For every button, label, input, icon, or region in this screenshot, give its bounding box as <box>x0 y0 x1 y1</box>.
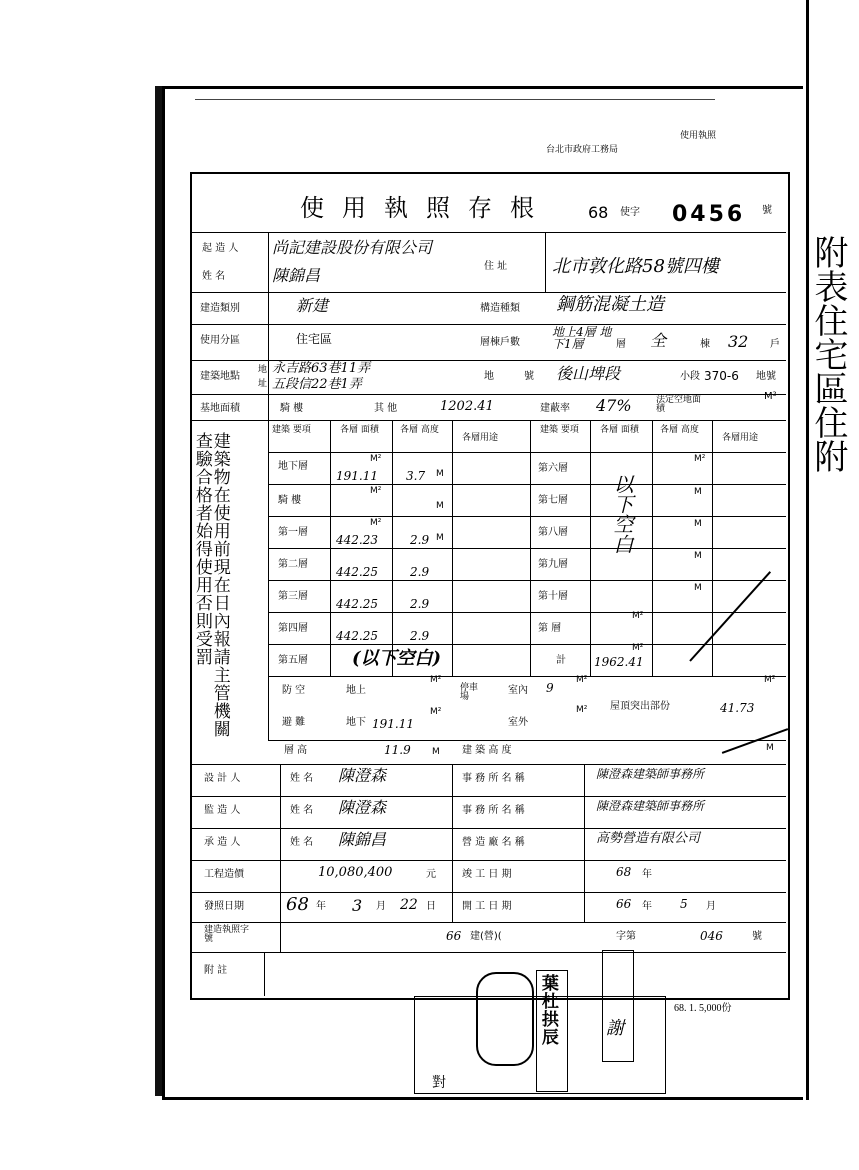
floor-left-6: 第五層 <box>278 655 308 666</box>
land-no: 370-6 <box>704 369 739 383</box>
label-permit-suffix: 字第 <box>616 931 636 942</box>
unit-m2: M² <box>764 391 777 402</box>
row-line <box>268 740 786 741</box>
col-line <box>392 420 393 676</box>
households-value: 32 <box>728 332 749 351</box>
row-line <box>190 420 786 421</box>
label-storey-height: 層 高 <box>284 745 308 756</box>
row-line <box>190 292 786 293</box>
builder-company: 尚記建設股份有限公司 <box>272 238 433 257</box>
label-year: 年 <box>642 869 652 880</box>
label-start-date: 開 工 日 期 <box>462 901 512 912</box>
parking-indoor: 9 <box>546 681 554 695</box>
unit-m2: M² <box>694 454 706 464</box>
builder-person: 陳錦昌 <box>272 266 321 285</box>
form-title: 使用執照存根 <box>300 194 552 222</box>
hdr-4: 建築 要項 <box>540 425 579 435</box>
col-line <box>268 292 269 420</box>
label-builder-top: 起 造 人 <box>202 243 239 254</box>
permit-number: 0456 <box>672 202 746 227</box>
unit-m: M <box>694 519 702 529</box>
site-line1: 永吉路63巷11弄 <box>272 361 371 376</box>
round-stamp <box>476 972 534 1066</box>
row-line <box>190 952 786 953</box>
side-note: 建築物在使用前現在日內報請主管機關查驗合格者始得使用否則受罰 <box>191 432 230 738</box>
label-month: 月 <box>376 901 386 912</box>
hdr-2: 各層 高度 <box>400 425 439 435</box>
unit-m: M <box>766 743 774 753</box>
issue-day: 22 <box>400 897 418 913</box>
hdr-0: 建築 要項 <box>272 425 311 435</box>
label-land-no-b: 號 <box>524 371 534 382</box>
label-cost: 工程造價 <box>204 869 244 880</box>
permit-year: 68 <box>588 203 609 222</box>
hdr-3: 各層用途 <box>462 433 499 443</box>
permit-char-value: 建(營)( <box>470 931 502 942</box>
col-line <box>452 764 453 922</box>
floor-left-5: 第四層 <box>278 623 308 634</box>
unit-m2: M² <box>370 518 382 528</box>
row-line <box>268 548 786 549</box>
label-base-area: 基地面積 <box>200 403 240 414</box>
permit-char: 使字 <box>620 207 640 218</box>
stamp-seal-char: 對 <box>432 1075 446 1091</box>
label-name: 姓 名 <box>290 837 314 848</box>
label-designer: 設 計 人 <box>204 773 241 784</box>
unit-m2: M² <box>430 675 442 685</box>
col-line <box>584 764 585 922</box>
f1-area: 442.23 <box>336 533 378 547</box>
row-line <box>268 612 786 613</box>
label-building-height: 建 築 高 度 <box>462 745 512 756</box>
unit-m2: M² <box>576 675 588 685</box>
floor-right-4: 第十層 <box>538 591 568 602</box>
scan-edge-right <box>806 0 809 1100</box>
basement-area: 191.11 <box>336 469 378 483</box>
start-month: 5 <box>680 897 688 911</box>
floor-left-1: 騎 樓 <box>278 495 302 506</box>
floor-right-2: 第八層 <box>538 527 568 538</box>
row-line <box>268 484 786 485</box>
row-line <box>268 644 786 645</box>
f5-note: (以下空白) <box>352 648 442 669</box>
f2-area: 442.25 <box>336 565 378 579</box>
col-line <box>268 232 269 292</box>
floors-full: 全 <box>650 331 667 350</box>
label-name: 姓 名 <box>290 773 314 784</box>
contractor-firm: 高勢營造有限公司 <box>596 831 701 846</box>
floor-left-0: 地下層 <box>278 461 308 472</box>
f2-height: 2.9 <box>410 565 430 579</box>
permit-no-value: 046 <box>700 929 723 943</box>
label-month: 月 <box>706 901 716 912</box>
unit-m: M <box>436 469 444 479</box>
side-char-0: 附 <box>807 235 848 269</box>
structure-value: 鋼筋混凝土造 <box>556 294 664 315</box>
side-char-6: 附 <box>807 439 848 473</box>
label-air-raid-above: 地上 <box>346 685 366 696</box>
label-contractor: 承 造 人 <box>204 837 241 848</box>
label-issue-date: 發照日期 <box>204 901 244 912</box>
label-use-zone: 使用分區 <box>200 335 240 346</box>
address-value: 北市敦化路58號四樓 <box>552 256 719 277</box>
start-year: 66 <box>616 897 632 911</box>
label-structure: 構造種類 <box>480 303 520 314</box>
floor-right-5: 第 層 <box>538 623 562 634</box>
row-line <box>268 452 786 453</box>
col-line <box>280 764 281 952</box>
contractor-name: 陳錦昌 <box>338 830 387 849</box>
label-address: 住 址 <box>484 261 508 272</box>
row-line <box>268 516 786 517</box>
unit-m: M <box>694 487 702 497</box>
label-completion: 竣 工 日 期 <box>462 869 512 880</box>
storey-height-value: 11.9 <box>384 743 411 757</box>
shelter-below-value: 191.11 <box>372 717 414 731</box>
label-year: 年 <box>316 901 326 912</box>
label-permit-suffix-hao: 號 <box>752 931 762 942</box>
col-line <box>452 420 453 676</box>
label-air-raid: 防 空 <box>282 685 306 696</box>
col-line <box>652 420 653 676</box>
seal-name: 謝 <box>606 1018 624 1039</box>
designer-name: 陳澄森 <box>338 766 387 785</box>
label-builder-bottom: 姓 名 <box>202 271 226 282</box>
total-area: 1962.41 <box>594 655 644 669</box>
unit-m2: M² <box>632 643 644 653</box>
household-unit: 戶 <box>770 339 780 350</box>
issue-year: 68 <box>286 894 309 915</box>
side-char-5: 住 <box>807 405 848 439</box>
unit-m2: M² <box>764 675 776 685</box>
label-permit-no: 建造執照字號 <box>204 925 250 944</box>
label-yuan: 元 <box>426 869 436 880</box>
print-info: 68. 1. 5,000份 <box>674 1003 732 1014</box>
permit-year-value: 66 <box>446 929 462 943</box>
permit-suffix: 號 <box>762 205 772 216</box>
completion-year: 68 <box>616 865 632 879</box>
land-no-suffix: 地號 <box>756 371 776 382</box>
floor-right-3: 第九層 <box>538 559 568 570</box>
label-land-no-a: 地 <box>484 371 494 382</box>
header-stamp-1: 台北市政府工務局 <box>546 145 619 155</box>
land-subsection: 小段 <box>680 371 700 382</box>
floor-right-0: 第六層 <box>538 463 568 474</box>
land-section: 後山埤段 <box>556 364 621 383</box>
row-line <box>268 676 786 677</box>
label-shelter: 避 難 <box>282 717 306 728</box>
hdr-7: 各層用途 <box>722 433 759 443</box>
basement-height: 3.7 <box>406 469 426 483</box>
row-line <box>190 232 786 233</box>
col-line <box>264 952 265 996</box>
label-supervisor: 監 造 人 <box>204 805 241 816</box>
floor-left-4: 第三層 <box>278 591 308 602</box>
col-line <box>330 420 331 676</box>
label-ratio: 建蔽率 <box>540 403 570 414</box>
unit-m: M <box>436 501 444 511</box>
label-parking: 停車場 <box>460 683 479 702</box>
unit-m: M <box>694 551 702 561</box>
unit-m2: M² <box>576 705 588 715</box>
seal-stamp <box>602 950 634 1062</box>
unit-m2: M² <box>370 454 382 464</box>
torn-edge <box>195 99 715 100</box>
floor-right-1: 第七層 <box>538 495 568 506</box>
base-area-value: 1202.41 <box>440 399 494 414</box>
hdr-5: 各層 面積 <box>600 425 639 435</box>
floors-value: 地上4層 地下1層 <box>552 325 612 351</box>
f1-height: 2.9 <box>410 533 430 547</box>
label-office: 事 務 所 名 稱 <box>462 805 525 816</box>
use-zone-value: 住宅區 <box>296 332 333 346</box>
unit-m2: M² <box>370 486 382 496</box>
unit-m: M <box>432 747 440 757</box>
floor-left-3: 第二層 <box>278 559 308 570</box>
side-char-4: 區 <box>807 371 848 405</box>
f3-area: 442.25 <box>336 597 378 611</box>
label-site-zhi: 址 <box>258 379 268 389</box>
label-outdoor: 室外 <box>508 717 528 728</box>
side-char-3: 宅 <box>807 337 848 371</box>
below-note: 以下空白 <box>610 474 634 554</box>
building-unit: 棟 <box>700 339 710 350</box>
col-line <box>545 232 546 292</box>
label-site: 建築地點 <box>200 371 240 382</box>
row-line <box>268 580 786 581</box>
label-roof: 屋頂突出部份 <box>610 701 670 712</box>
f4-area: 442.25 <box>336 629 378 643</box>
row-line <box>190 324 786 325</box>
supervisor-name: 陳澄森 <box>338 798 387 817</box>
label-shelter-below: 地下 <box>346 717 366 728</box>
supervisor-office: 陳澄森建築師事務所 <box>596 799 705 813</box>
floor-unit: 層 <box>616 339 626 350</box>
label-indoor: 室內 <box>508 685 528 696</box>
label-arcade: 騎 樓 <box>280 403 304 414</box>
label-open-space: 法定空地面積 <box>656 395 702 414</box>
f3-height: 2.9 <box>410 597 430 611</box>
unit-m2: M² <box>632 611 644 621</box>
f4-height: 2.9 <box>410 629 430 643</box>
header-stamp-2: 使用執照 <box>680 131 717 141</box>
label-other: 其 他 <box>374 403 398 414</box>
floor-right-6: 計 <box>556 655 566 666</box>
label-building-type: 建造類別 <box>200 303 240 314</box>
label-office: 事 務 所 名 稱 <box>462 773 525 784</box>
issue-month: 3 <box>352 896 363 915</box>
hdr-1: 各層 面積 <box>340 425 379 435</box>
unit-m: M <box>694 583 702 593</box>
side-characters <box>796 235 859 473</box>
label-site-di: 地 <box>258 365 268 375</box>
label-firm: 營 造 廠 名 稱 <box>462 837 525 848</box>
designer-office: 陳澄森建築師事務所 <box>596 767 705 781</box>
building-type-value: 新建 <box>296 296 329 315</box>
roof-value: 41.73 <box>720 701 755 715</box>
side-char-1: 表 <box>807 269 848 303</box>
floor-left-2: 第一層 <box>278 527 308 538</box>
ratio-value: 47% <box>596 396 632 415</box>
site-line2: 五段信22巷1弄 <box>272 377 362 392</box>
label-floors: 層棟戶數 <box>480 337 520 348</box>
hdr-6: 各層 高度 <box>660 425 699 435</box>
cost-value: 10,080,400 <box>318 865 393 880</box>
col-line <box>530 420 531 676</box>
unit-m2: M² <box>430 707 442 717</box>
label-year: 年 <box>642 901 652 912</box>
stamp-approver: 葉杜拱辰 <box>537 974 558 1046</box>
unit-m: M <box>436 533 444 543</box>
side-char-2: 住 <box>807 303 848 337</box>
label-remarks: 附 註 <box>204 965 228 976</box>
label-day: 日 <box>426 901 436 912</box>
col-line <box>590 420 591 676</box>
label-name: 姓 名 <box>290 805 314 816</box>
